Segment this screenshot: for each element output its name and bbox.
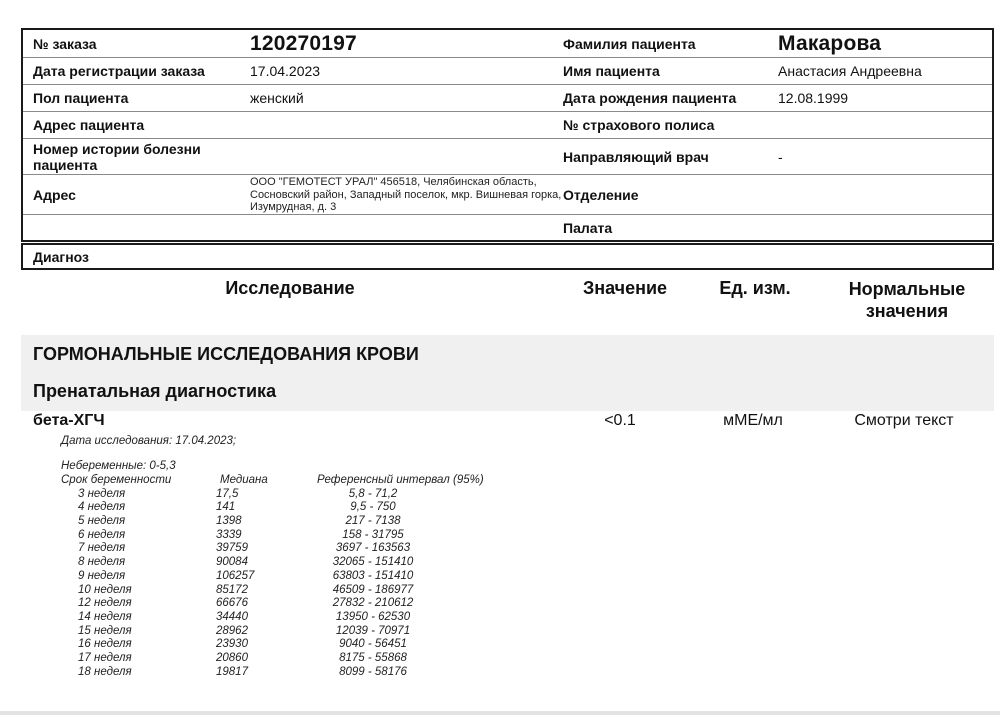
ref-interval: 9040 - 56451 (339, 638, 407, 651)
results-header (0, 277, 1000, 327)
patient-info-table (21, 28, 994, 242)
ref-term: 7 неделя (78, 542, 126, 555)
info-row-lab-address (23, 174, 992, 214)
ref-term: 4 неделя (78, 501, 126, 514)
patient-address-value (250, 112, 563, 138)
test-value: <0.1 (604, 412, 636, 429)
insurance-policy-value (778, 112, 992, 138)
ref-interval: 8175 - 55868 (339, 651, 407, 664)
info-row-history (23, 138, 992, 174)
ref-median: 17,5 (216, 487, 239, 500)
study-date: Дата исследования: 17.04.2023; (61, 435, 237, 447)
lab-address-value: ООО "ГЕМОТЕСТ УРАЛ" 456518, Челябинская область, Сосновский район, Западный поселок, мкр. Вишневая горка, Изумрудная, д. 3 (250, 176, 562, 213)
ref-interval: 12039 - 70971 (335, 624, 411, 637)
ref-median: 19817 (216, 665, 248, 678)
last-name-value: Макарова (778, 31, 882, 55)
ref-median: 20860 (216, 651, 248, 664)
test-norm: Смотри текст (854, 412, 954, 429)
ref-median: 28962 (216, 624, 248, 637)
ref-median: 39759 (216, 542, 248, 555)
ref-interval: 63803 - 151410 (332, 569, 414, 582)
order-number-value: 120270197 (250, 31, 357, 55)
test-row (0, 411, 1000, 433)
birth-date-label: Дата рождения пациента (563, 90, 737, 106)
info-row-address (23, 111, 992, 138)
ref-median: 85172 (216, 583, 248, 596)
medical-history-value (250, 139, 563, 174)
info-row-order (23, 30, 992, 57)
header-normal-line1: Нормальные (848, 279, 966, 299)
ref-term: 9 неделя (78, 569, 126, 582)
insurance-policy-label: № страхового полиса (563, 117, 715, 133)
ref-median: 34440 (216, 610, 248, 623)
ref-median: 106257 (216, 569, 255, 582)
info-row-gender (23, 84, 992, 111)
ref-interval: 13950 - 62530 (335, 610, 411, 623)
referring-doctor-value: - (778, 148, 783, 165)
subsection-title: Пренатальная диагностика (33, 381, 277, 401)
department-label: Отделение (563, 186, 639, 203)
ref-term: 14 неделя (78, 610, 132, 623)
ref-interval: 8099 - 58176 (339, 665, 407, 678)
first-name-value: Анастасия Андреевна (778, 63, 922, 79)
gender-label: Пол пациента (33, 90, 129, 106)
ref-term: 18 неделя (78, 665, 132, 678)
ref-term: 12 неделя (78, 597, 132, 610)
ref-interval: 27832 - 210612 (332, 597, 414, 610)
ward-label: Палата (563, 219, 613, 236)
info-row-registration (23, 57, 992, 84)
ref-median: 90084 (216, 556, 248, 569)
patient-address-label: Адрес пациента (33, 117, 145, 133)
department-value (778, 175, 992, 214)
ref-header-term: Срок беременности (61, 474, 172, 486)
ref-interval: 9,5 - 750 (350, 501, 396, 514)
registration-date-value: 17.04.2023 (250, 63, 321, 79)
page-bottom-edge (0, 711, 1000, 715)
ref-median: 1398 (216, 515, 242, 528)
ref-term: 10 неделя (78, 583, 132, 596)
ref-interval: 5,8 - 71,2 (348, 487, 398, 500)
diagnosis-box (21, 243, 994, 270)
ward-value (778, 215, 992, 240)
empty-label (23, 215, 250, 240)
order-number-label: № заказа (33, 35, 97, 52)
diagnosis-label: Диагноз (33, 248, 89, 265)
ref-term: 8 неделя (78, 556, 126, 569)
ref-interval: 217 - 7138 (345, 515, 401, 528)
empty-value (250, 215, 563, 240)
test-name: бета-ХГЧ (33, 412, 105, 429)
gender-value: женский (250, 90, 304, 106)
header-value: Значение (582, 278, 668, 298)
ref-median: 66676 (216, 597, 248, 610)
birth-date-value: 12.08.1999 (778, 90, 849, 106)
registration-date-label: Дата регистрации заказа (33, 63, 205, 79)
ref-interval: 46509 - 186977 (332, 583, 414, 596)
medical-history-label: Номер истории болезни пациента (33, 140, 201, 173)
non-pregnant-range: Небеременные: 0-5,3 (61, 460, 176, 472)
first-name-label: Имя пациента (563, 63, 660, 79)
ref-interval: 3697 - 163563 (335, 542, 411, 555)
header-normal-line2: значения (865, 301, 949, 321)
ref-term: 3 неделя (78, 487, 126, 500)
last-name-label: Фамилия пациента (563, 35, 696, 52)
referring-doctor-label: Направляющий врач (563, 148, 709, 165)
test-unit: мМЕ/мл (723, 412, 783, 429)
ref-median: 3339 (216, 528, 242, 541)
ref-median: 23930 (216, 638, 248, 651)
header-unit: Ед. изм. (719, 278, 791, 298)
ref-interval: 32065 - 151410 (332, 556, 414, 569)
ref-term: 15 неделя (78, 624, 132, 637)
ref-header-interval: Референсный интервал (95%) (317, 474, 484, 486)
section-title: ГОРМОНАЛЬНЫЕ ИССЛЕДОВАНИЯ КРОВИ (33, 344, 419, 364)
ref-median: 141 (216, 501, 236, 514)
info-row-ward (23, 214, 992, 240)
ref-interval: 158 - 31795 (342, 528, 404, 541)
ref-header-median: Медиана (220, 474, 268, 486)
ref-term: 6 неделя (78, 528, 126, 541)
lab-address-label: Адрес (33, 186, 76, 203)
header-study: Исследование (225, 278, 355, 298)
ref-term: 5 неделя (78, 515, 126, 528)
ref-term: 17 неделя (78, 651, 132, 664)
header-normal-values (832, 278, 982, 322)
ref-term: 16 неделя (78, 638, 132, 651)
